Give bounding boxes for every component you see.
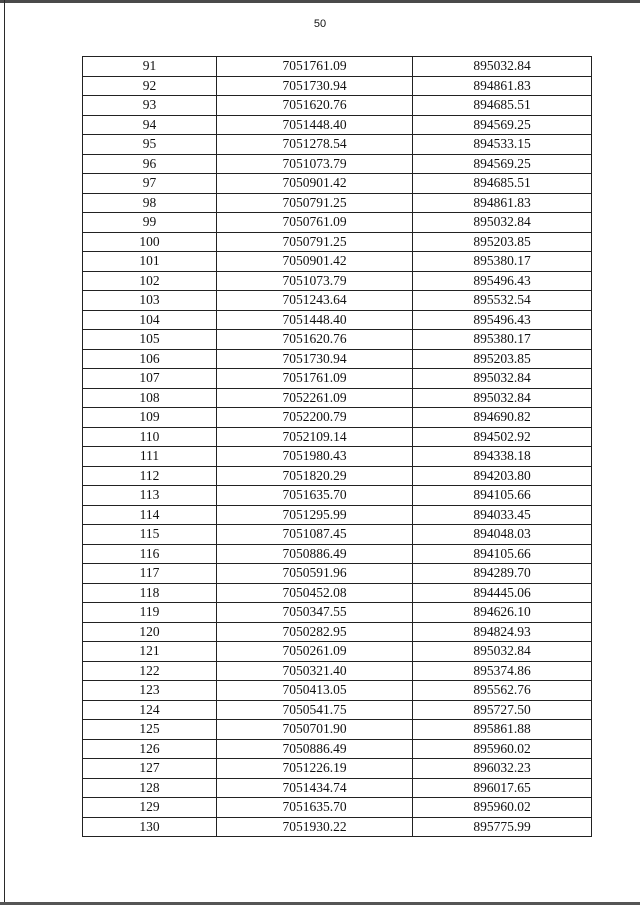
table-row <box>83 700 592 720</box>
table-row <box>83 115 592 135</box>
y-coordinate-cell: 895032.84 <box>413 213 592 233</box>
x-coordinate-cell: 7051278.54 <box>217 135 413 155</box>
point-number-cell: 98 <box>83 193 217 213</box>
x-coordinate-cell: 7050282.95 <box>217 622 413 642</box>
y-coordinate-cell: 894569.25 <box>413 154 592 174</box>
table-row <box>83 96 592 116</box>
x-coordinate-cell: 7051073.79 <box>217 154 413 174</box>
x-coordinate-cell: 7050261.09 <box>217 642 413 662</box>
point-number-cell: 96 <box>83 154 217 174</box>
y-coordinate-cell: 895032.84 <box>413 388 592 408</box>
point-number-cell: 107 <box>83 369 217 389</box>
point-number-cell: 126 <box>83 739 217 759</box>
point-number-cell: 122 <box>83 661 217 681</box>
x-coordinate-cell: 7050761.09 <box>217 213 413 233</box>
point-number-cell: 125 <box>83 720 217 740</box>
x-coordinate-cell: 7051980.43 <box>217 447 413 467</box>
table-row <box>83 466 592 486</box>
table-row <box>83 759 592 779</box>
y-coordinate-cell: 895727.50 <box>413 700 592 720</box>
x-coordinate-cell: 7051730.94 <box>217 76 413 96</box>
table-row <box>83 622 592 642</box>
y-coordinate-cell: 894685.51 <box>413 96 592 116</box>
point-number-cell: 93 <box>83 96 217 116</box>
scan-edge-left <box>4 0 5 905</box>
y-coordinate-cell: 895032.84 <box>413 57 592 77</box>
y-coordinate-cell: 894861.83 <box>413 76 592 96</box>
x-coordinate-cell: 7050886.49 <box>217 544 413 564</box>
table-row <box>83 739 592 759</box>
x-coordinate-cell: 7051820.29 <box>217 466 413 486</box>
point-number-cell: 101 <box>83 252 217 272</box>
x-coordinate-cell: 7051730.94 <box>217 349 413 369</box>
point-number-cell: 103 <box>83 291 217 311</box>
table-row <box>83 174 592 194</box>
y-coordinate-cell: 895496.43 <box>413 271 592 291</box>
y-coordinate-cell: 894824.93 <box>413 622 592 642</box>
x-coordinate-cell: 7050791.25 <box>217 193 413 213</box>
y-coordinate-cell: 894203.80 <box>413 466 592 486</box>
table-row <box>83 310 592 330</box>
x-coordinate-cell: 7050541.75 <box>217 700 413 720</box>
point-number-cell: 117 <box>83 564 217 584</box>
x-coordinate-cell: 7050347.55 <box>217 603 413 623</box>
x-coordinate-cell: 7051761.09 <box>217 369 413 389</box>
point-number-cell: 109 <box>83 408 217 428</box>
table-row <box>83 720 592 740</box>
point-number-cell: 95 <box>83 135 217 155</box>
scan-edge-top <box>0 0 640 3</box>
y-coordinate-cell: 894033.45 <box>413 505 592 525</box>
y-coordinate-cell: 894338.18 <box>413 447 592 467</box>
y-coordinate-cell: 894048.03 <box>413 525 592 545</box>
table-row <box>83 681 592 701</box>
point-number-cell: 99 <box>83 213 217 233</box>
y-coordinate-cell: 895775.99 <box>413 817 592 837</box>
y-coordinate-cell: 895380.17 <box>413 330 592 350</box>
table-row <box>83 447 592 467</box>
y-coordinate-cell: 896032.23 <box>413 759 592 779</box>
point-number-cell: 118 <box>83 583 217 603</box>
x-coordinate-cell: 7050901.42 <box>217 252 413 272</box>
point-number-cell: 116 <box>83 544 217 564</box>
x-coordinate-cell: 7050886.49 <box>217 739 413 759</box>
x-coordinate-cell: 7051243.64 <box>217 291 413 311</box>
x-coordinate-cell: 7051087.45 <box>217 525 413 545</box>
x-coordinate-cell: 7050591.96 <box>217 564 413 584</box>
y-coordinate-cell: 895861.88 <box>413 720 592 740</box>
point-number-cell: 92 <box>83 76 217 96</box>
y-coordinate-cell: 895496.43 <box>413 310 592 330</box>
y-coordinate-cell: 895532.54 <box>413 291 592 311</box>
point-number-cell: 108 <box>83 388 217 408</box>
table-row <box>83 154 592 174</box>
y-coordinate-cell: 894289.70 <box>413 564 592 584</box>
x-coordinate-cell: 7051448.40 <box>217 115 413 135</box>
x-coordinate-cell: 7051930.22 <box>217 817 413 837</box>
x-coordinate-cell: 7051226.19 <box>217 759 413 779</box>
table-row <box>83 232 592 252</box>
coordinates-table-body <box>83 57 592 837</box>
table-row <box>83 525 592 545</box>
y-coordinate-cell: 894626.10 <box>413 603 592 623</box>
table-row <box>83 427 592 447</box>
point-number-cell: 114 <box>83 505 217 525</box>
table-row <box>83 193 592 213</box>
point-number-cell: 112 <box>83 466 217 486</box>
y-coordinate-cell: 894861.83 <box>413 193 592 213</box>
x-coordinate-cell: 7050452.08 <box>217 583 413 603</box>
point-number-cell: 104 <box>83 310 217 330</box>
table-row <box>83 778 592 798</box>
table-row <box>83 798 592 818</box>
table-row <box>83 486 592 506</box>
y-coordinate-cell: 894502.92 <box>413 427 592 447</box>
x-coordinate-cell: 7051761.09 <box>217 57 413 77</box>
x-coordinate-cell: 7051620.76 <box>217 330 413 350</box>
x-coordinate-cell: 7051620.76 <box>217 96 413 116</box>
table-row <box>83 505 592 525</box>
point-number-cell: 123 <box>83 681 217 701</box>
point-number-cell: 110 <box>83 427 217 447</box>
table-row <box>83 76 592 96</box>
page-number: 50 <box>313 18 327 30</box>
point-number-cell: 115 <box>83 525 217 545</box>
point-number-cell: 127 <box>83 759 217 779</box>
table-row <box>83 291 592 311</box>
point-number-cell: 113 <box>83 486 217 506</box>
point-number-cell: 130 <box>83 817 217 837</box>
y-coordinate-cell: 895032.84 <box>413 642 592 662</box>
table-row <box>83 817 592 837</box>
table-row <box>83 213 592 233</box>
y-coordinate-cell: 895562.76 <box>413 681 592 701</box>
x-coordinate-cell: 7052109.14 <box>217 427 413 447</box>
y-coordinate-cell: 895960.02 <box>413 798 592 818</box>
y-coordinate-cell: 894685.51 <box>413 174 592 194</box>
y-coordinate-cell: 894533.15 <box>413 135 592 155</box>
table-row <box>83 544 592 564</box>
y-coordinate-cell: 894105.66 <box>413 486 592 506</box>
point-number-cell: 121 <box>83 642 217 662</box>
table-row <box>83 252 592 272</box>
coordinates-table <box>82 56 592 837</box>
x-coordinate-cell: 7051635.70 <box>217 798 413 818</box>
table-row <box>83 583 592 603</box>
table-row <box>83 271 592 291</box>
x-coordinate-cell: 7052261.09 <box>217 388 413 408</box>
y-coordinate-cell: 895203.85 <box>413 349 592 369</box>
x-coordinate-cell: 7050701.90 <box>217 720 413 740</box>
table-row <box>83 349 592 369</box>
x-coordinate-cell: 7050791.25 <box>217 232 413 252</box>
y-coordinate-cell: 894690.82 <box>413 408 592 428</box>
point-number-cell: 124 <box>83 700 217 720</box>
point-number-cell: 119 <box>83 603 217 623</box>
x-coordinate-cell: 7051073.79 <box>217 271 413 291</box>
y-coordinate-cell: 894105.66 <box>413 544 592 564</box>
table-row <box>83 369 592 389</box>
y-coordinate-cell: 896017.65 <box>413 778 592 798</box>
point-number-cell: 105 <box>83 330 217 350</box>
x-coordinate-cell: 7052200.79 <box>217 408 413 428</box>
x-coordinate-cell: 7051448.40 <box>217 310 413 330</box>
table-row <box>83 388 592 408</box>
x-coordinate-cell: 7051295.99 <box>217 505 413 525</box>
y-coordinate-cell: 894445.06 <box>413 583 592 603</box>
x-coordinate-cell: 7050413.05 <box>217 681 413 701</box>
point-number-cell: 97 <box>83 174 217 194</box>
point-number-cell: 94 <box>83 115 217 135</box>
x-coordinate-cell: 7050321.40 <box>217 661 413 681</box>
point-number-cell: 128 <box>83 778 217 798</box>
point-number-cell: 100 <box>83 232 217 252</box>
table-row <box>83 135 592 155</box>
point-number-cell: 91 <box>83 57 217 77</box>
x-coordinate-cell: 7051434.74 <box>217 778 413 798</box>
point-number-cell: 129 <box>83 798 217 818</box>
y-coordinate-cell: 895203.85 <box>413 232 592 252</box>
table-row <box>83 408 592 428</box>
y-coordinate-cell: 895960.02 <box>413 739 592 759</box>
y-coordinate-cell: 895032.84 <box>413 369 592 389</box>
point-number-cell: 111 <box>83 447 217 467</box>
point-number-cell: 106 <box>83 349 217 369</box>
table-row <box>83 564 592 584</box>
x-coordinate-cell: 7051635.70 <box>217 486 413 506</box>
point-number-cell: 102 <box>83 271 217 291</box>
table-row <box>83 661 592 681</box>
x-coordinate-cell: 7050901.42 <box>217 174 413 194</box>
y-coordinate-cell: 895380.17 <box>413 252 592 272</box>
point-number-cell: 120 <box>83 622 217 642</box>
y-coordinate-cell: 895374.86 <box>413 661 592 681</box>
table-row <box>83 330 592 350</box>
table-row <box>83 642 592 662</box>
table-row <box>83 603 592 623</box>
table-row <box>83 57 592 77</box>
y-coordinate-cell: 894569.25 <box>413 115 592 135</box>
